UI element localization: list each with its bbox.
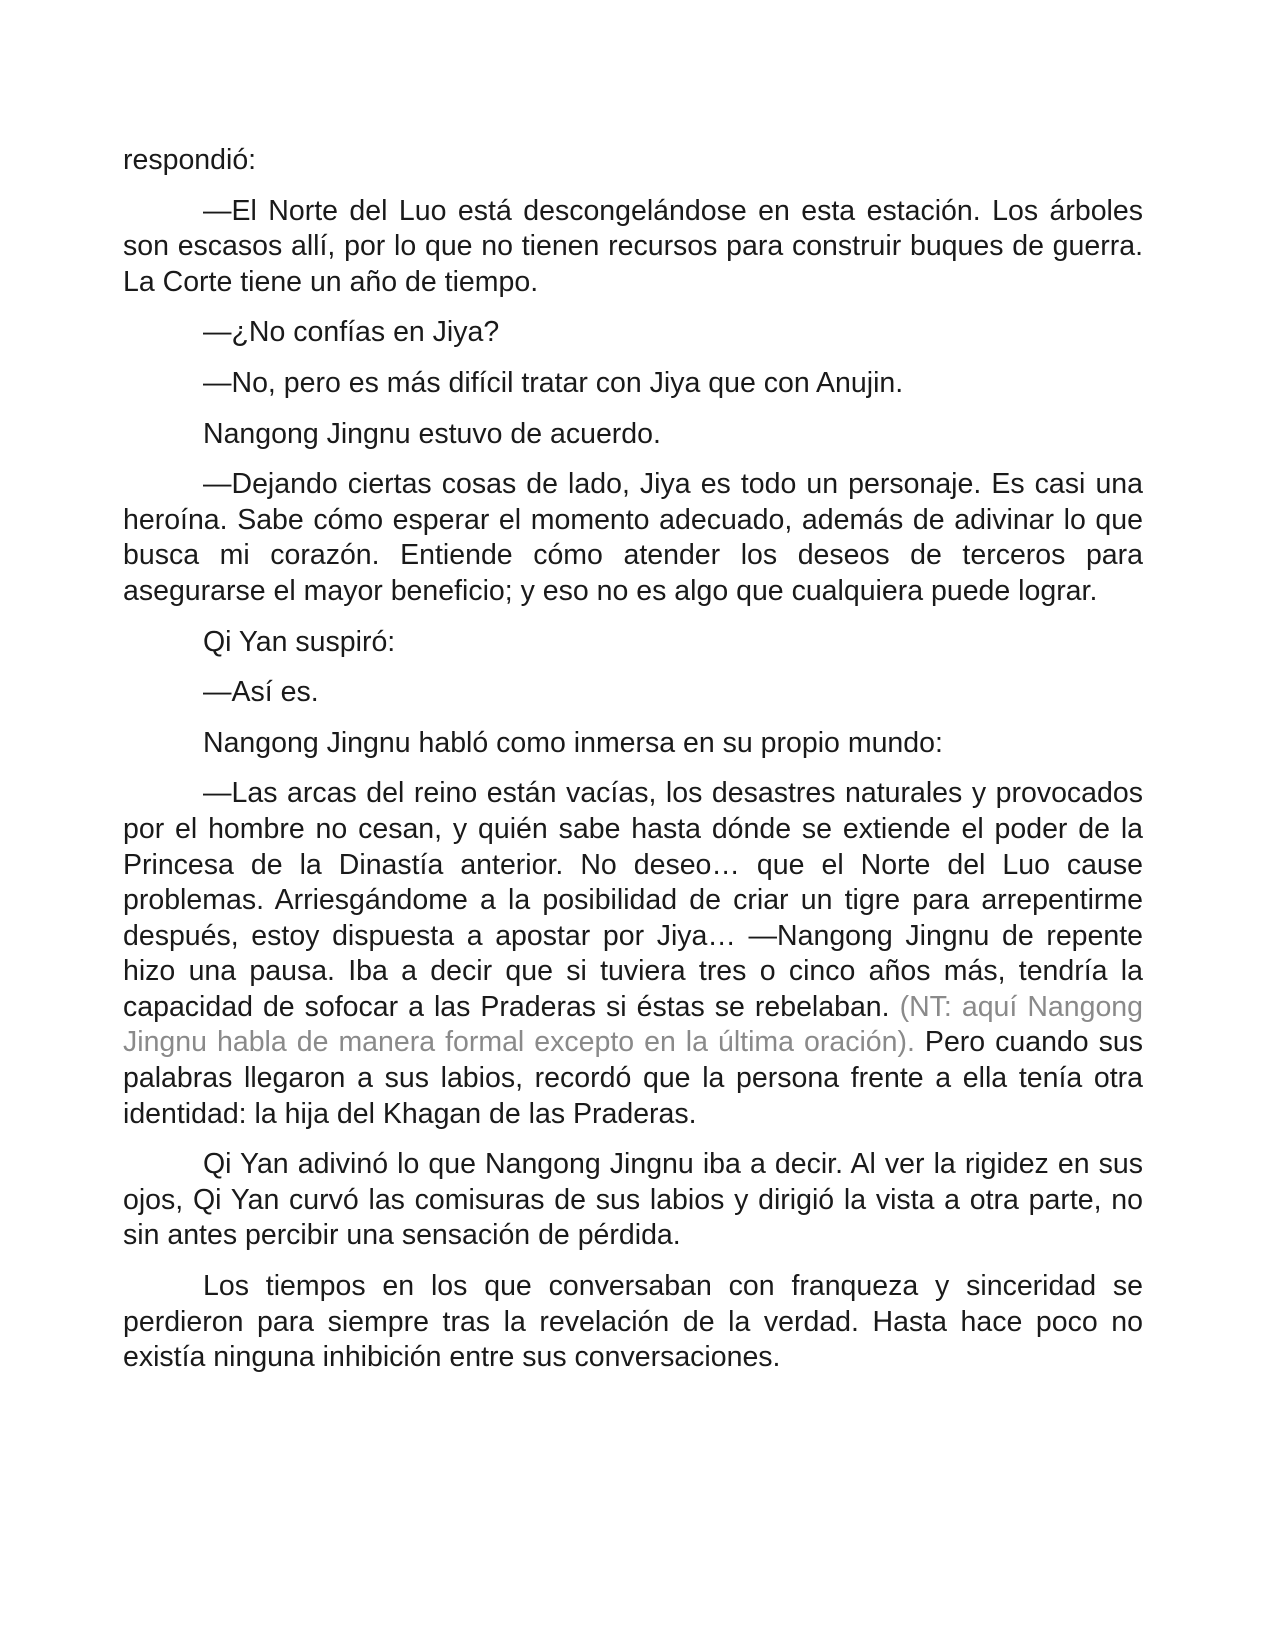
paragraph-3: —¿No confías en Jiya? [203,316,500,349]
paragraph-6: —Dejando ciertas cosas de lado, Jiya es todo un personaje. Es casi una heroína. Sabe cómo esperar el momento adecuado, además de adivinar lo que busca mi corazón. Entiende cómo atender los deseos de terceros para asegurarse el mayor beneficio; y eso no es algo que cualquiera puede lograr. [123,468,1143,607]
paragraph-7: Qi Yan suspiró: [203,625,396,658]
paragraph-1: respondió: [123,144,257,176]
paragraph-2: —El Norte del Luo está descongelándose en esta estación. Los árboles son escasos allí, por lo que no tienen recursos para construir buques de guerra. La Corte tiene un año de tiempo. [123,194,1143,298]
paragraph-5: Nangong Jingnu estuvo de acuerdo. [203,417,661,450]
translator-note: (NT: aquí Nangong Jingnu habla de manera formal excepto en la última oración). [123,990,1144,1059]
document-page [123,143,1143,1391]
paragraph-10-text-after: Pero cuando sus palabras llegaron a sus labios, recordó que la persona frente a ella tenía otra identidad: la hija del Khagan de las Praderas. [123,1026,1143,1130]
paragraph-11: Qi Yan adivinó lo que Nangong Jingnu iba a decir. Al ver la rigidez en sus ojos, Qi Yan curvó las comisuras de sus labios y dirigió la vista a otra parte, no sin antes percibir una sensación de pérdida. [123,1148,1143,1252]
paragraph-12: Los tiempos en los que conversaban con franqueza y sinceridad se perdieron para siempre tras la revelación de la verdad. Hasta hace poco no existía ninguna inhibición entre sus conversaciones. [123,1270,1143,1374]
paragraph-4: —No, pero es más difícil tratar con Jiya que con Anujin. [203,366,904,399]
paragraph-9: Nangong Jingnu habló como inmersa en su propio mundo: [203,726,943,759]
paragraph-8: —Así es. [203,676,319,709]
paragraph-10-text-before: —Las arcas del reino están vacías, los desastres naturales y provocados por el hombre no cesan, y quién sabe hasta dónde se extiende el poder de la Princesa de la Dinastía anterior. No deseo… que el Norte del Luo cause problemas. Arriesgándome a la posibilidad de criar un tigre para arrepentirme después, estoy dispuesta a apostar por Jiya… —Nangong Jingnu de repente hizo una pausa. Iba a decir que si tuviera tres o cinco años más, tendría la capacidad de sofocar a las Praderas si éstas se rebelaban. [123,777,1143,1023]
paragraph-10 [123,776,1143,1132]
